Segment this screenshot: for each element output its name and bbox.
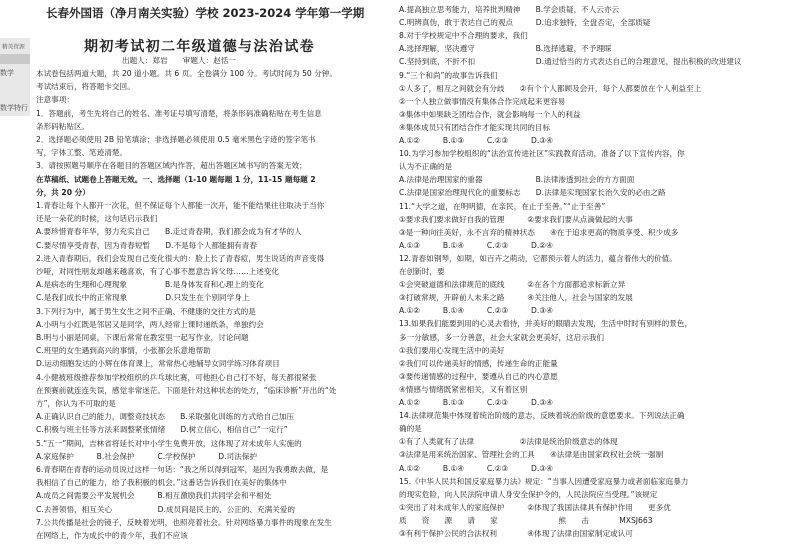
stamp-bar (0, 54, 30, 64)
text-line: A.家庭保护 B.社会保护 C.学校保护 D.司法保护 (36, 451, 257, 461)
text-line: 1.青春让每个人都开一次花，但不保证每个人都能一次开，能不能结果往往取决于当你 (36, 201, 325, 210)
text-line: A.①② B.①④ C.②③ D.③④ (399, 306, 553, 316)
text-line: C.明辨真伪，敢于表达自己的观点 D.追求独特，全盘否定，全部质疑 (399, 18, 651, 28)
text-line: 在预赛前就连连失误，感觉非常迷茫。下面是针对这种状态的处方，“临床诊断”开出的“处 (36, 385, 337, 395)
text-line: ③要传递情感的过程中，要遵从自己的内心意愿 (399, 371, 558, 381)
text-line: C.是我们成长中的正常现象 D.只发生在个别同学身上 (36, 293, 250, 303)
text-line: ①会突破道德和法律规范的底线 ②在各个方面都追求标新立异 (399, 280, 626, 290)
left-column (36, 0, 396, 560)
text-line: C.坚持到底，不折不扣 D.通过恰当的方式表达自己的合理意见，提出积极的改进建议 (399, 57, 742, 67)
exam-title: 期初考试初二年级道德与法治试卷 (84, 39, 315, 55)
text-line: 6.青春期在青春的运动员说过这样一句话：“我之所以得到冠军，是因为我勇敢去做，是 (36, 465, 329, 474)
text-line: A.成员之间需要公平发展机会 B.相互激励我们共同学会和平相处 (36, 491, 272, 501)
text-line: ③打破常规，开辟前人未来之路 ④关注他人，社会与国家的发展 (399, 293, 633, 303)
text-line: 15.《中华人民共和国反家庭暴力法》规定：“当事人因遭受家庭暴力或者面临家庭暴力 (399, 476, 689, 486)
text-line: ②一个人独立做事情没有集体合作完成起来更容易 (399, 96, 566, 106)
exam-authors: 出题人：郑岩 审题人：赵恬一 (122, 56, 236, 65)
text-line: ①我们要用心发现生活中的美好 (399, 345, 505, 355)
text-line: 13.如果我们能要到用的心灵去看待，并美好的眼睛去发现，生活中时时有别样的景色， (399, 319, 693, 329)
text-line: 10.为学习参加学校组织的“法治宣传进社区”实践教育活动，准备了以下宣传内容，你 (399, 149, 685, 159)
text-line: A.提高独立思考能力，培养批判精神 B.学会质疑，不人云亦云 (399, 5, 620, 14)
text-line: 认为不正确的是 (399, 162, 453, 172)
text-line: A.要珍惜青春年华，努力充实自己 B.走过青春期，我们都会成为有才华的人 (36, 227, 302, 237)
text-line: ③有利于保护公民的合法权利 ④体现了法律由国家制定或认可 (399, 529, 633, 538)
text-line: 考试结束后，将答题卡交回。 (36, 82, 135, 92)
text-line: 1．答题前，考生先将自己的姓名、准考证号填写清楚，将条形码准确粘贴在考生信息 (36, 108, 322, 118)
text-line: A.选择理解，坚决遵守 B.选择逃避，不予理睬 (399, 44, 612, 54)
text-line: ③是一种向往美好，永不言弃的精神状态 ④在于追求更高的物质享受、积少成多 (399, 227, 679, 237)
right-column (399, 0, 791, 560)
text-line: A.①② B.①③ C.②③ D.③④ (399, 398, 553, 407)
text-line: 2.进入青春期后，我们会发现自己变化很大的：脸上长了青春痘，男生说话的声音变得 (36, 253, 325, 263)
text-line: 多一分敏感，多一分善意，社会大家就会更美好，这启示我们 (399, 332, 605, 342)
text-line: 3.下列行为中，属于男生女生之间不正确、不健康的交往方式的是 (36, 306, 256, 316)
text-line: A.正确认识自己的能力，调整竞技状态 B.采取强化训练的方式给自己加压 (36, 412, 295, 422)
stamp-mid-text: 数学 (0, 69, 14, 77)
text-line: 写，字体工整、笔迹清楚。 (36, 148, 128, 158)
text-line: A.①③ B.①④ C.②③ D.②④ (399, 240, 553, 250)
text-line: 的现实危险，向人民法院申请人身安全保护令的，人民法院应当受理。”该规定 (399, 489, 658, 499)
text-line: 12.青春如钢琴，如期，如百卉之萌动，它都预示着人的活力，蕴含着伟大的价值。 (399, 253, 677, 263)
text-line: 7.公共传播是社会的镜子，反映着光明，也照亮着社会。针对网络暴力事件的现象在发生 (36, 517, 332, 527)
text-line: 在创新时，要 (399, 267, 445, 276)
text-line: 本试卷包括两道大题，共 20 道小题。共 6 页。全卷满分 100 分。考试时间为 50 分钟。 (36, 69, 337, 78)
text-line: 沙哑，对同性朋友却越来越喜欢，有了心事不愿意告诉父母……上述变化 (36, 267, 279, 276)
text-line: ①突出了对未成年人的家庭保护 ②体现了我国法律具有保护作用 更多优 (399, 502, 671, 512)
text-line: C.积极与班主任等方法来调整紧张情绪 D.树立信心，相信自己“一定行” (36, 425, 288, 435)
text-line: A.①② B.①③ C.②③ D.③④ (399, 136, 553, 145)
text-line: B.明与小丽是同桌，下课后常常在教室里一起写作业，讨论问题 (36, 333, 249, 342)
watermark-stamp (0, 38, 30, 116)
text-line: 2．选择题必须使用 2B 铅笔填涂；非选择题必须使用 0.5 毫米黑色字迹的签字笔书 (36, 135, 316, 144)
text-line: ③法律是用来统治国家、管理社会的工具 ④法律是由国家政权社会统一强制 (399, 450, 664, 460)
text-line: 14.法律规范集中体现着统治阶级的意志，反映着统治阶级的意愿要求。下列说法正确 (399, 411, 685, 421)
text-line: 我相信了自己的能力，给了我积极的机会。”这番话告诉我们在美好的集体中 (36, 478, 287, 488)
text-line: 注意事项： (36, 95, 74, 105)
text-line: 9.“三个和尚”的故事告诉我们 (399, 70, 498, 80)
text-line: 8.对于学校规定中不合理的要求，我们 (399, 31, 528, 41)
text-line: ①有了人类就有了法律 ②法律是统治阶级意志的体现 (399, 437, 618, 447)
text-line: ④集体成员只有团结合作才能实现共同的目标 (399, 122, 551, 132)
text-line: 4.小健被班级推荐参加学校组织的乒乓球比赛，可他担心自己打不好，每天都很紧张 (36, 372, 317, 382)
text-line: 3．请按照题号顺序在各题目的答题区域内作答，超出答题区域书写的答案无效； (36, 161, 307, 171)
text-line: 分，共 20 分） (36, 187, 90, 197)
stamp-bottom-text: 数学特行 (0, 104, 28, 112)
text-line: 在草稿纸、试题卷上答题无效。一、选择题（1-10 题每题 1 分，11-15 题每题 2 (36, 174, 316, 184)
text-line: A.是病态的生理和心理现象 B.是身体发育和心理上的变化 (36, 280, 264, 290)
text-line: 5.“五一”期间，吉林省将延长对中小学生免费开放，这体现了对未成年人实施的 (36, 438, 302, 448)
text-line: C.去善领悟，相互关心 D.成员间是民主的、公正的、充满关爱的 (36, 504, 295, 514)
text-line: 方”，你认为不可取的是 (36, 399, 116, 408)
text-line: ②我们可以传递美好的情感，传递生命的正能量 (399, 358, 558, 368)
stamp-top-text: 精英资源 (2, 43, 25, 51)
text-line: C.法律是国家治理现代化的重要标志 D.法律是实现国家长治久安的必由之路 (399, 188, 666, 198)
text-line: 在网络上，作为成长中的青少年，我们不应该 (36, 531, 188, 540)
text-line: 条形码粘贴区。 (36, 121, 90, 131)
text-line: 质 资 源 请 家 熊 击 MXSJ663 (399, 515, 653, 525)
text-line: ①人多了，相互之间就会有分歧 ②有个个人都顾及会开，每个人都要放在个人利益至上 (399, 83, 702, 93)
text-line: ③集体中如果缺乏团结合作，就会影响每一个人的利益 (399, 109, 581, 119)
text-line: A.小明与小红既是邻居又是同学，两人经常上课时递纸条，单独约会 (36, 319, 264, 329)
text-line: 确的是 (399, 424, 422, 434)
text-line: A.①② B.①④ C.②③ D.③④ (399, 463, 553, 473)
text-line: C.班里的女生遇到高兴的事情，小张都会乐意地帮助 (36, 346, 211, 356)
text-line: 11.“大学之道，在明明德，在亲民，在止于至善。”“止于至善” (399, 201, 606, 211)
text-line: A.法律是治理国家的重器 B.法律渗透到社会的方方面面 (399, 175, 635, 185)
text-line: C.要尽情享受青春，因为青春短暂 D.不是每个人都能拥有青春 (36, 240, 258, 250)
text-line: 还是一朵花的时候，这句话启示我们 (36, 214, 158, 224)
text-line: ①要求我们要求做好自我的管理 ②要求我们要从点滴做起的大事 (399, 214, 633, 224)
text-line: ④情感与情绪既紧密相关，又有着区别 (399, 384, 528, 394)
school-heading: 长春外国语（净月南关实验）学校 2023-2024 学年第一学期 (46, 6, 365, 20)
text-line: D.运动细胞发达的小辉在体育课上，常常热心地辅导女同学练习体育项目 (36, 359, 280, 369)
